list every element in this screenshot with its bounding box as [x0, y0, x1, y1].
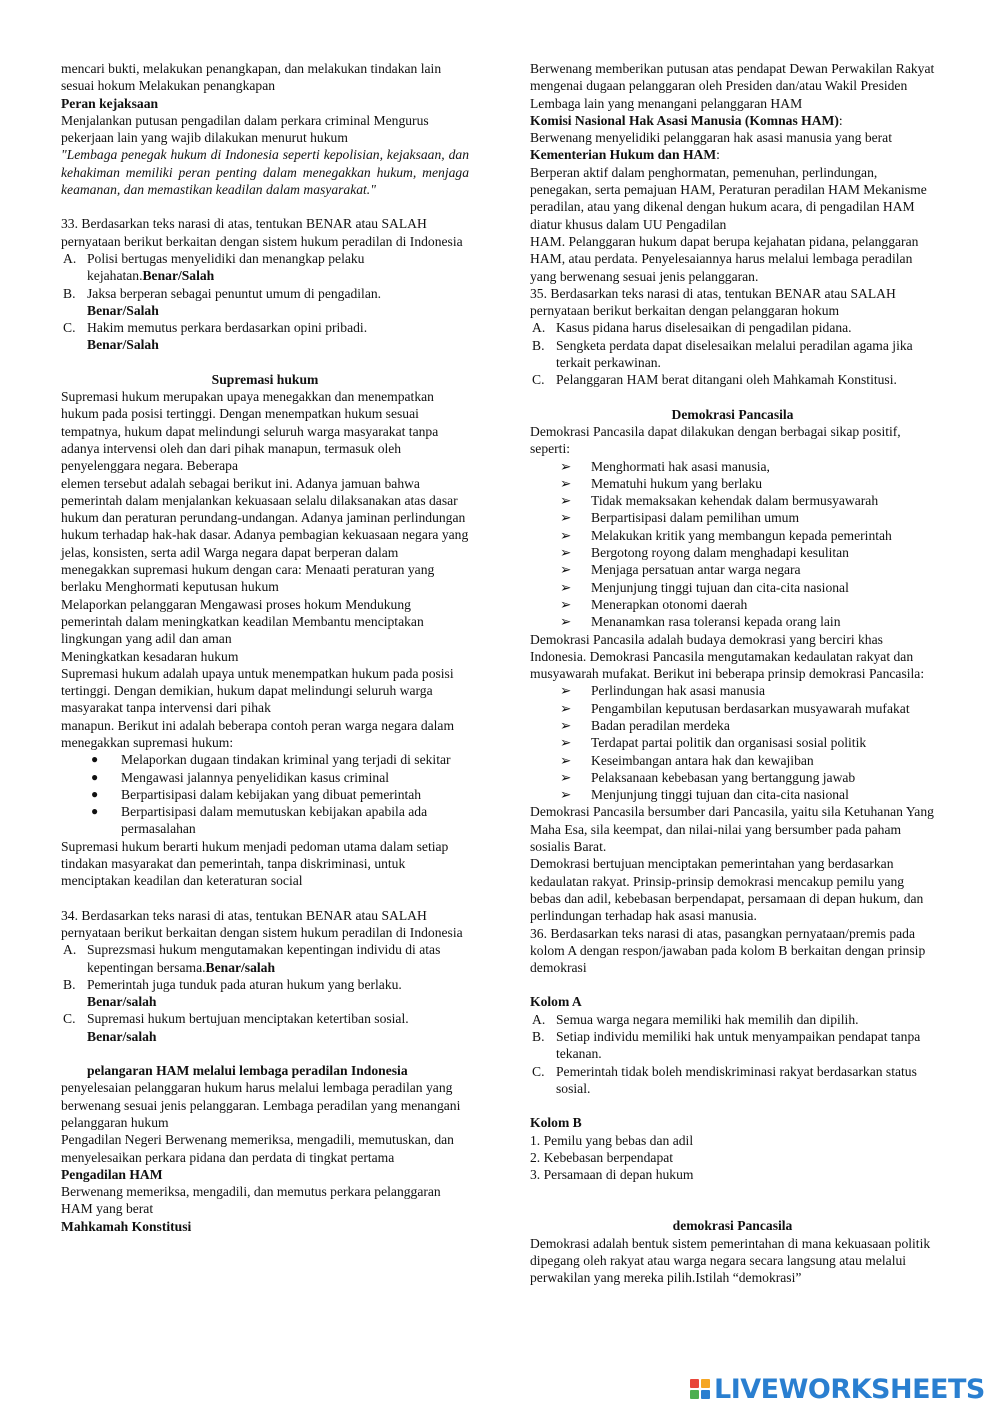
q35-item-b[interactable]: B. Sengketa perdata dapat diselesaikan melalui peradilan agama jika terkait perkawinan.: [532, 337, 913, 371]
q35-prompt: 35. Berdasarkan teks narasi di atas, tentukan BENAR atau SALAH pernyataan berikut berkaitan dengan pelanggaran hokum: [530, 285, 896, 319]
demokrasi2-heading: demokrasi Pancasila: [672, 1218, 793, 1234]
sikap-item: ➢ Berpartisipasi dalam pemilihan umum: [560, 510, 800, 526]
quote: "Lembaga penegak hukum di Indonesia seperti kepolisian, kejaksaan, dan kehakiman memiliki peran penting dalam menegakkan hukum, menjaga keamanan, dan memastikan keadilan dalam masyarakat.": [61, 147, 469, 198]
arrow-icon: ➢: [560, 527, 572, 543]
liveworksheets-logo: [690, 1374, 985, 1404]
supremasi-p4: Meningkatkan kesadaran hukum: [61, 648, 239, 664]
sikap-item: ➢ Menanamkan rasa toleransi kepada orang lain: [560, 614, 841, 630]
q35-item-c[interactable]: C. Pelanggaran HAM berat ditangani oleh Mahkamah Konstitusi.: [532, 372, 897, 388]
q33-answer-b[interactable]: Benar/Salah: [87, 302, 159, 318]
bullet-item: ● Berpartisipasi dalam memutuskan kebijakan apabila ada permasalahan: [91, 804, 428, 837]
demokrasi-p3: Demokrasi Pancasila bersumber dari Pancasila, yaitu sila Ketuhanan Yang Maha Esa, sila keempat, dan nilai-nilai yang bersumber pada paham sosialis Barat.: [530, 804, 934, 855]
arrow-icon: ➢: [560, 458, 572, 474]
demokrasi-heading: Demokrasi Pancasila: [671, 406, 794, 422]
pengadilan-ham-heading: Pengadilan HAM: [61, 1166, 163, 1182]
arrow-icon: ➢: [560, 545, 572, 561]
komnas-text: Berwenang menyelidiki pelanggaran hak asasi manusia yang berat: [530, 130, 892, 146]
q36-prompt: 36. Berdasarkan teks narasi di atas, pasangkan pernyataan/premis pada kolom A dengan respon/jawaban pada kolom B berkaitan dengan prinsip demokrasi: [530, 925, 926, 976]
q33-item-c: C. Hakim memutus perkara berdasarkan opini pribadi. Benar/Salah: [63, 320, 368, 353]
supremasi-p2: elemen tersebut adalah sebagai berikut ini. Adanya jamuan bahwa pemerintah dalam menjalankan kekuasaan selalu dilaksanakan atas dasar hukum dan peraturan perundang-undangan. Adanya jaminan perlindungan hukum terhadap hak-hak dasar. Adanya pembagian kekuasaan negara yang jelas, konsisten, serta adil Warga negara dapat berperan dalam menegakkan supremasi hukum dengan cara: Menaati peraturan yang berlaku Menghormati keputusan hukum: [61, 475, 469, 595]
prinsip-item: ➢ Keseimbangan antara hak dan kewajiban: [560, 752, 814, 768]
q33-item-a: A. Polisi bertugas menyelidiki dan menangkap pelaku kejahatan.Benar/Salah: [63, 250, 365, 284]
peran-kejaksaan-text: Menjalankan putusan pengadilan dalam perkara criminal Mengurus pekerjaan lain yang wajib dilakukan menurut hukum: [61, 112, 429, 146]
prinsip-item: ➢ Pengambilan keputusan berdasarkan musyawarah mufakat: [560, 700, 910, 716]
ham-heading: pelangaran HAM melalui lembaga peradilan Indonesia: [87, 1063, 408, 1079]
arrow-icon: ➢: [560, 700, 572, 716]
supremasi-p3: Melaporkan pelanggaran Mengawasi proses hokum Mendukung pemerintah dalam meningkatkan keadilan Membantu menciptakan lingkungan yang adil dan aman: [61, 596, 424, 647]
arrow-icon: ➢: [560, 475, 572, 491]
arrow-icon: ➢: [560, 510, 572, 526]
liveworksheets-logo-icon: [690, 1379, 710, 1399]
kemenkum-text-2: HAM. Pelanggaran hukum dapat berupa kejahatan pidana, pelanggaran HAM, atau perdata. Penyelesaiannya harus melalui lembaga peradilan yang berwenang sesuai jenis pelanggaran.: [530, 233, 919, 284]
arrow-icon: ➢: [560, 493, 572, 509]
kolom-a-heading: Kolom A: [530, 994, 582, 1010]
ham-p1: penyelesaian pelanggaran hukum harus melalui lembaga peradilan yang berwenang sesuai jenis pelanggaran. Lembaga peradilan yang menangani pelanggaran hukum: [61, 1080, 461, 1130]
kolom-a-item-c[interactable]: C. Pemerintah tidak boleh mendiskriminasi rakyat berdasarkan status sosial.: [532, 1063, 917, 1096]
bullet-item: ● Melaporkan dugaan tindakan kriminal yang terjadi di sekitar: [91, 752, 451, 768]
sikap-item: ➢ Bergotong royong dalam menghadapi kesulitan: [560, 545, 849, 561]
arrow-icon: ➢: [560, 717, 572, 733]
kolom-b-item[interactable]: 1. Pemilu yang bebas dan adil: [530, 1132, 694, 1148]
arrow-icon: ➢: [560, 787, 572, 803]
intro-text: mencari bukti, melakukan penangkapan, dan melakukan tindakan lain sesuai hokum Melakukan penangkapan: [61, 61, 442, 94]
sikap-item: ➢ Mematuhi hukum yang berlaku: [560, 475, 763, 491]
demokrasi-p4: Demokrasi bertujuan menciptakan pemerintahan yang berdasarkan kedaulatan rakyat. Prinsip-prinsip demokrasi mencakup pemilu yang bebas dan adil, kebebasan berpendapat, persamaan di depan hukum, dan perlindungan terhadap hak asasi manusia.: [530, 856, 924, 924]
kolom-b-heading: Kolom B: [530, 1115, 582, 1131]
left-column: [61, 60, 469, 1235]
prinsip-item: ➢ Perlindungan hak asasi manusia: [560, 683, 766, 699]
demokrasi-p2: Demokrasi Pancasila adalah budaya demokrasi yang berciri khas Indonesia. Demokrasi Pancasila mengutamakan kedaulatan rakyat dan musyawarah mufakat. Berikut ini beberapa prinsip demokrasi Pancasila:: [530, 631, 925, 682]
kolom-a-item-b[interactable]: B. Setiap individu memiliki hak untuk menyampaikan pendapat tanpa tekanan.: [532, 1029, 921, 1062]
prinsip-item: ➢ Menjunjung tinggi tujuan dan cita-cita nasional: [560, 787, 849, 803]
supremasi-p7: Supremasi hukum berarti hukum menjadi pedoman utama dalam setiap tindakan masyarakat dan pemerintah, tanpa diskriminasi, untuk menciptakan keadilan dan keteraturan social: [61, 838, 449, 889]
sikap-item: ➢ Menjunjung tinggi tujuan dan cita-cita nasional: [560, 579, 849, 595]
mk-text: Berwenang memberikan putusan atas pendapat Dewan Perwakilan Rakyat mengenai dugaan pelanggaran oleh Presiden dan/atau Wakil Presiden Lembaga lain yang menangani pelanggaran HAM: [530, 61, 935, 111]
sikap-item: ➢ Menerapkan otonomi daerah: [560, 596, 748, 612]
peran-kejaksaan-heading: Peran kejaksaan: [61, 95, 159, 111]
q34-prompt: 34. Berdasarkan teks narasi di atas, tentukan BENAR atau SALAH pernyataan berikut berkaitan dengan sistem hukum peradilan di Indonesia: [61, 907, 463, 940]
q34-answer-c[interactable]: Benar/salah: [87, 1028, 157, 1044]
brand-name: LIVEWORKSHEETS: [714, 1373, 985, 1405]
arrow-icon: ➢: [560, 596, 572, 612]
arrow-icon: ➢: [560, 579, 572, 595]
bullet-item: ● Berpartisipasi dalam kebijakan yang dibuat pemerintah: [91, 786, 422, 802]
supremasi-p6: manapun. Berikut ini adalah beberapa contoh peran warga negara dalam menegakkan supremasi hukum:: [61, 717, 455, 750]
kolom-a-item-a[interactable]: A. Semua warga negara memiliki hak memilih dan dipilih.: [532, 1011, 859, 1027]
prinsip-item: ➢ Badan peradilan merdeka: [560, 717, 730, 733]
pengadilan-ham-text: Berwenang memeriksa, mengadili, dan memutus perkara pelanggaran HAM yang berat: [61, 1184, 441, 1217]
sikap-item: ➢ Menjaga persatuan antar warga negara: [560, 562, 801, 578]
kolom-b-item[interactable]: 2. Kebebasan berpendapat: [530, 1149, 674, 1165]
sikap-item: ➢ Menghormati hak asasi manusia,: [560, 458, 770, 474]
q33-answer-c[interactable]: Benar/Salah: [87, 337, 159, 353]
q34-answer-a[interactable]: Benar/salah: [205, 959, 276, 975]
ham-p2: Pengadilan Negeri Berwenang memeriksa, mengadili, memutuskan, dan menyelesaikan perkara pidana dan perdata di tingkat pertama: [61, 1132, 454, 1165]
arrow-icon: ➢: [560, 562, 572, 578]
mk-heading: Mahkamah Konstitusi: [61, 1218, 192, 1234]
prinsip-item: ➢ Terdapat partai politik dan organisasi sosial politik: [560, 735, 867, 751]
q34-item-c: C. Supremasi hukum bertujuan menciptakan ketertiban sosial. Benar/salah: [63, 1011, 409, 1044]
supremasi-p5: Supremasi hukum adalah upaya untuk menempatkan hukum pada posisi tertinggi. Dengan demikian, hukum dapat melindungi seluruh warga masyarakat tanpa intervensi dari pihak: [61, 665, 454, 716]
sikap-item: ➢ Melakukan kritik yang membangun kepada pemerintah: [560, 527, 892, 543]
q33-item-b: B. Jaksa berperan sebagai penuntut umum di pengadilan. Benar/Salah: [63, 285, 382, 318]
kolom-b-item[interactable]: 3. Persamaan di depan hukum: [530, 1167, 694, 1183]
q34-item-b: B. Pemerintah juga tunduk pada aturan hukum yang berlaku. Benar/salah: [63, 976, 402, 1010]
q34-item-a: A. Suprezsmasi hukum mengutamakan kepentingan individu di atas kepentingan bersama.Benar/salah: [63, 942, 441, 975]
q33-answer-a[interactable]: Benar/Salah: [142, 268, 215, 284]
prinsip-item: ➢ Pelaksanaan kebebasan yang bertanggung jawab: [560, 769, 856, 785]
kemenkum-line: Kementerian Hukum dan HAM:: [530, 147, 720, 163]
q34-answer-b[interactable]: Benar/salah: [87, 994, 157, 1010]
right-column: [530, 60, 935, 1287]
arrow-icon: ➢: [560, 752, 572, 768]
arrow-icon: ➢: [560, 614, 572, 630]
q33-prompt: 33. Berdasarkan teks narasi di atas, tentukan BENAR atau SALAH pernyataan berikut berkaitan dengan sistem hukum peradilan di Indonesia: [61, 216, 463, 249]
q35-item-a[interactable]: A. Kasus pidana harus diselesaikan di pengadilan pidana.: [532, 320, 852, 336]
sikap-item: ➢ Tidak memaksakan kehendak dalam bermusyawarah: [560, 493, 879, 509]
arrow-icon: ➢: [560, 683, 572, 699]
arrow-icon: ➢: [560, 769, 572, 785]
demokrasi2-text: Demokrasi adalah bentuk sistem pemerintahan di mana kekuasaan politik dipegang oleh rakyat atau warga negara secara langsung atau melalui perwakilan yang mereka pilih.Istilah “demokrasi”: [530, 1235, 931, 1286]
kemenkum-text: Berperan aktif dalam penghormatan, pemenuhan, perlindungan, penegakan, serta pemajuan HAM, Peraturan peradilan HAM Mekanisme peradilan, atau yang dikenal dengan hukum acara, di pengadilan HAM diatur khusus dalam UU Pengadilan: [530, 164, 927, 232]
supremasi-heading: Supremasi hukum: [211, 371, 319, 387]
supremasi-p1: Supremasi hukum merupakan upaya menegakkan dan menempatkan hukum pada posisi tertinggi. Dengan menempatkan hukum sesuai tempatnya, hukum dapat melindungi seluruh warga masyarakat tanpa adanya intervensi oleh dan dari pihak manapun, termasuk oleh penyelenggara negara. Beberapa: [61, 389, 439, 474]
bullet-item: ● Mengawasi jalannya penyelidikan kasus criminal: [91, 769, 390, 785]
komnas-line: Komisi Nasional Hak Asasi Manusia (Komnas HAM):: [530, 112, 843, 128]
demokrasi-intro: Demokrasi Pancasila dapat dilakukan dengan berbagai sikap positif, seperti:: [530, 423, 901, 457]
arrow-icon: ➢: [560, 735, 572, 751]
